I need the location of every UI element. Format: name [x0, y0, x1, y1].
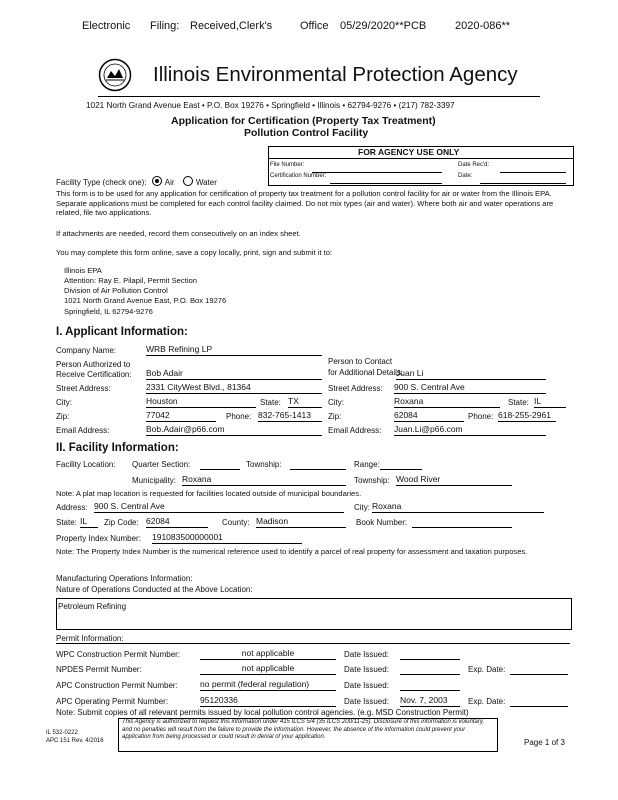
water-radio[interactable]: [183, 176, 193, 186]
fax-header-2: Filing:: [150, 20, 180, 32]
book-number-label: Book Number:: [356, 518, 408, 527]
company-field[interactable]: WRB Refining LP: [146, 344, 322, 356]
book-number-field[interactable]: [412, 516, 512, 528]
cert-number-field[interactable]: [330, 172, 442, 184]
email2-field[interactable]: Juan.Li@p66.com: [394, 424, 546, 436]
apc-construction-date-field[interactable]: [400, 679, 460, 691]
nature-label: Nature of Operations Conducted at the Above Location:: [56, 585, 253, 594]
street-label: Street Address:: [56, 384, 111, 393]
form-id-2: APC 151 Rev. 4/2016: [46, 738, 104, 744]
attachments-note: If attachments are needed, record them consecutively on an index sheet.: [56, 229, 301, 238]
facility-city-field[interactable]: Roxana: [372, 501, 544, 513]
permit-note: Note: Submit copies of all relevant permits issued by local pollution control agencies. (e.g. MSD Construction Permit): [56, 708, 469, 717]
agency-address: 1021 North Grand Avenue East • P.O. Box 19276 • Springfield • Illinois • 62794-9276 • (217) 782-3397: [86, 101, 455, 110]
air-radio[interactable]: [152, 176, 162, 186]
state-label: State:: [260, 398, 281, 407]
facility-heading: II. Facility Information:: [56, 442, 179, 454]
contact-label-2: for Additional Details:: [328, 368, 404, 377]
apc-construction-date-label: Date Issued:: [344, 681, 389, 690]
phone2-label: Phone:: [468, 412, 494, 421]
facility-zip-label: Zip Code:: [104, 518, 139, 527]
city-label: City:: [56, 398, 72, 407]
file-number-label: File Number:: [270, 162, 305, 168]
township2-label: Township:: [354, 476, 390, 485]
facility-type: [56, 176, 217, 187]
page-number: Page 1 of 3: [524, 738, 565, 747]
mailing-address-1: Illinois EPA: [64, 266, 102, 275]
facility-state-label: State:: [56, 518, 77, 527]
apc-operating-label: APC Operating Permit Number:: [56, 697, 169, 706]
person-auth-label-2: Receive Certification:: [56, 370, 132, 379]
submit-instructions: You may complete this form online, save a copy locally, print, sign and submit it to:: [56, 248, 333, 257]
state-field[interactable]: TX: [288, 396, 322, 408]
facility-type-label: Facility Type (check one):: [56, 178, 147, 187]
npdes-date-label: Date Issued:: [344, 665, 389, 674]
water-radio-label: Water: [195, 178, 217, 187]
facility-city-label: City:: [354, 503, 370, 512]
permit-heading-rule: [56, 643, 570, 644]
email-field[interactable]: Bob.Adair@p66.com: [146, 424, 322, 436]
quarter-field[interactable]: [200, 458, 240, 470]
facility-state-field[interactable]: IL: [80, 516, 98, 528]
person-auth-label-1: Person Authorized to: [56, 360, 131, 369]
wpc-field[interactable]: not applicable: [200, 648, 336, 660]
street2-label: Street Address:: [328, 384, 383, 393]
nature-box[interactable]: [56, 598, 572, 630]
agency-use-title-rule: [268, 158, 573, 159]
street2-field[interactable]: 900 S. Central Ave: [394, 382, 546, 394]
pin-field[interactable]: 191083500000001: [152, 532, 302, 544]
apc-construction-label: APC Construction Permit Number:: [56, 681, 178, 690]
npdes-exp-label: Exp. Date:: [468, 665, 506, 674]
phone-field[interactable]: 832-765-1413: [258, 410, 322, 422]
air-radio-label: Air: [164, 178, 175, 187]
agency-use-title: FOR AGENCY USE ONLY: [358, 147, 460, 157]
mailing-address-3: Division of Air Pollution Control: [64, 286, 168, 295]
contact-label-1: Person to Contact: [328, 357, 393, 366]
apc-construction-field[interactable]: no permit (federal regulation): [200, 679, 336, 691]
range-label: Range:: [354, 460, 380, 469]
cert-number-label: Certification Number:: [270, 173, 327, 179]
address-label: Address:: [56, 503, 88, 512]
form-id-1: IL 532-0222: [46, 730, 78, 736]
fax-header-3: Received,Clerk's: [190, 20, 273, 32]
date-field[interactable]: [480, 172, 566, 184]
apc-operating-exp-field[interactable]: [510, 695, 568, 707]
agency-rule: [98, 96, 540, 97]
facility-zip-field[interactable]: 62084: [146, 516, 208, 528]
disclaimer-text: This Agency is authorized to request this information under 415 ILCS 5/4 (35 ILCS 200/11-25). Disclosure of this information is voluntary, and no penalties will result from the failure to provide the information. However, the absence of the information could prevent your application from being processed or could result in denial of your application.: [122, 719, 485, 741]
township-label: Township:: [246, 460, 282, 469]
apc-operating-field[interactable]: 95120336: [200, 695, 336, 707]
apc-operating-exp-label: Exp. Date:: [468, 697, 506, 706]
city2-field[interactable]: Roxana: [394, 396, 500, 408]
mailing-address-5: Springfield, IL 62794-9276: [64, 307, 153, 316]
mailing-address-4: 1021 North Grand Avenue East, P.O. Box 19276: [64, 296, 227, 305]
street-field[interactable]: 2331 CityWest Blvd., 81364: [146, 382, 322, 394]
agency-title: Illinois Environmental Protection Agency: [153, 63, 518, 86]
applicant-heading: I. Applicant Information:: [56, 326, 188, 338]
city-field[interactable]: Houston: [146, 396, 256, 408]
permit-heading: Permit Information:: [56, 634, 124, 643]
apc-operating-date-field[interactable]: Nov. 7, 2003: [400, 695, 460, 707]
quarter-label: Quarter Section:: [132, 460, 191, 469]
person-auth-field[interactable]: Bob Adair: [146, 368, 322, 380]
intro-paragraph: This form is to be used for any application for certification of property tax treatment for a pollution control facility for air or water from the Illinois EPA. Separate applications must be completed for each control facility claimed. Do not mix types (air and water). Where both air and water operations are related, file two applications.: [56, 189, 554, 218]
npdes-label: NPDES Permit Number:: [56, 665, 142, 674]
pin-label: Property Index Number:: [56, 534, 141, 543]
range-field[interactable]: [380, 458, 422, 470]
zip-field[interactable]: 77042: [146, 410, 216, 422]
fax-header-1: Electronic: [82, 20, 131, 32]
email2-label: Email Address:: [328, 426, 382, 435]
date-label: Date:: [458, 173, 473, 179]
apc-operating-date-label: Date Issued:: [344, 697, 389, 706]
fax-header-4: Office: [300, 20, 329, 32]
company-label: Company Name:: [56, 346, 117, 355]
npdes-date-field[interactable]: [400, 663, 460, 675]
agency-seal-icon: [98, 58, 132, 92]
county-label: County:: [222, 518, 250, 527]
municipality-label: Municipality:: [132, 476, 177, 485]
nature-value: Petroleum Refining: [58, 602, 127, 611]
township-field[interactable]: [290, 458, 346, 470]
location-label: Facility Location:: [56, 460, 116, 469]
npdes-field[interactable]: not applicable: [200, 663, 336, 675]
wpc-label: WPC Construction Permit Number:: [56, 650, 181, 659]
state2-field[interactable]: IL: [534, 396, 566, 408]
form-subtitle: Pollution Control Facility: [244, 127, 369, 139]
form-title: Application for Certification (Property Tax Treatment): [171, 115, 436, 127]
date-recd-label: Date Rec'd:: [458, 162, 490, 168]
npdes-exp-field[interactable]: [510, 663, 568, 675]
county-field[interactable]: Madison: [256, 516, 346, 528]
fax-header-6: 2020-086**: [455, 20, 511, 32]
wpc-date-field[interactable]: [400, 648, 460, 660]
contact-field[interactable]: Juan Li: [396, 368, 546, 380]
plat-note: Note: A plat map location is requested for facilities located outside of municipal boundaries.: [56, 489, 362, 498]
mailing-address-2: Attention: Ray E. Pilapil, Permit Section: [64, 276, 197, 285]
phone2-field[interactable]: 618-255-2961: [498, 410, 556, 422]
wpc-date-label: Date Issued:: [344, 650, 389, 659]
state2-label: State:: [508, 398, 529, 407]
address-field[interactable]: 900 S. Central Ave: [94, 501, 344, 513]
township2-field[interactable]: Wood River: [396, 474, 512, 486]
zip2-field[interactable]: 62084: [394, 410, 464, 422]
municipality-field[interactable]: Roxana: [182, 474, 346, 486]
fax-header-5: 05/29/2020**PCB: [340, 20, 427, 32]
mfg-heading: Manufacturing Operations Information:: [56, 574, 193, 583]
email-label: Email Address:: [56, 426, 110, 435]
city2-label: City:: [328, 398, 344, 407]
zip2-label: Zip:: [328, 412, 342, 421]
phone-label: Phone:: [226, 412, 252, 421]
zip-label: Zip:: [56, 412, 70, 421]
pin-note: Note: The Property Index Number is the numerical reference used to identify a parcel of real property for assessment and taxation purposes.: [56, 547, 528, 556]
